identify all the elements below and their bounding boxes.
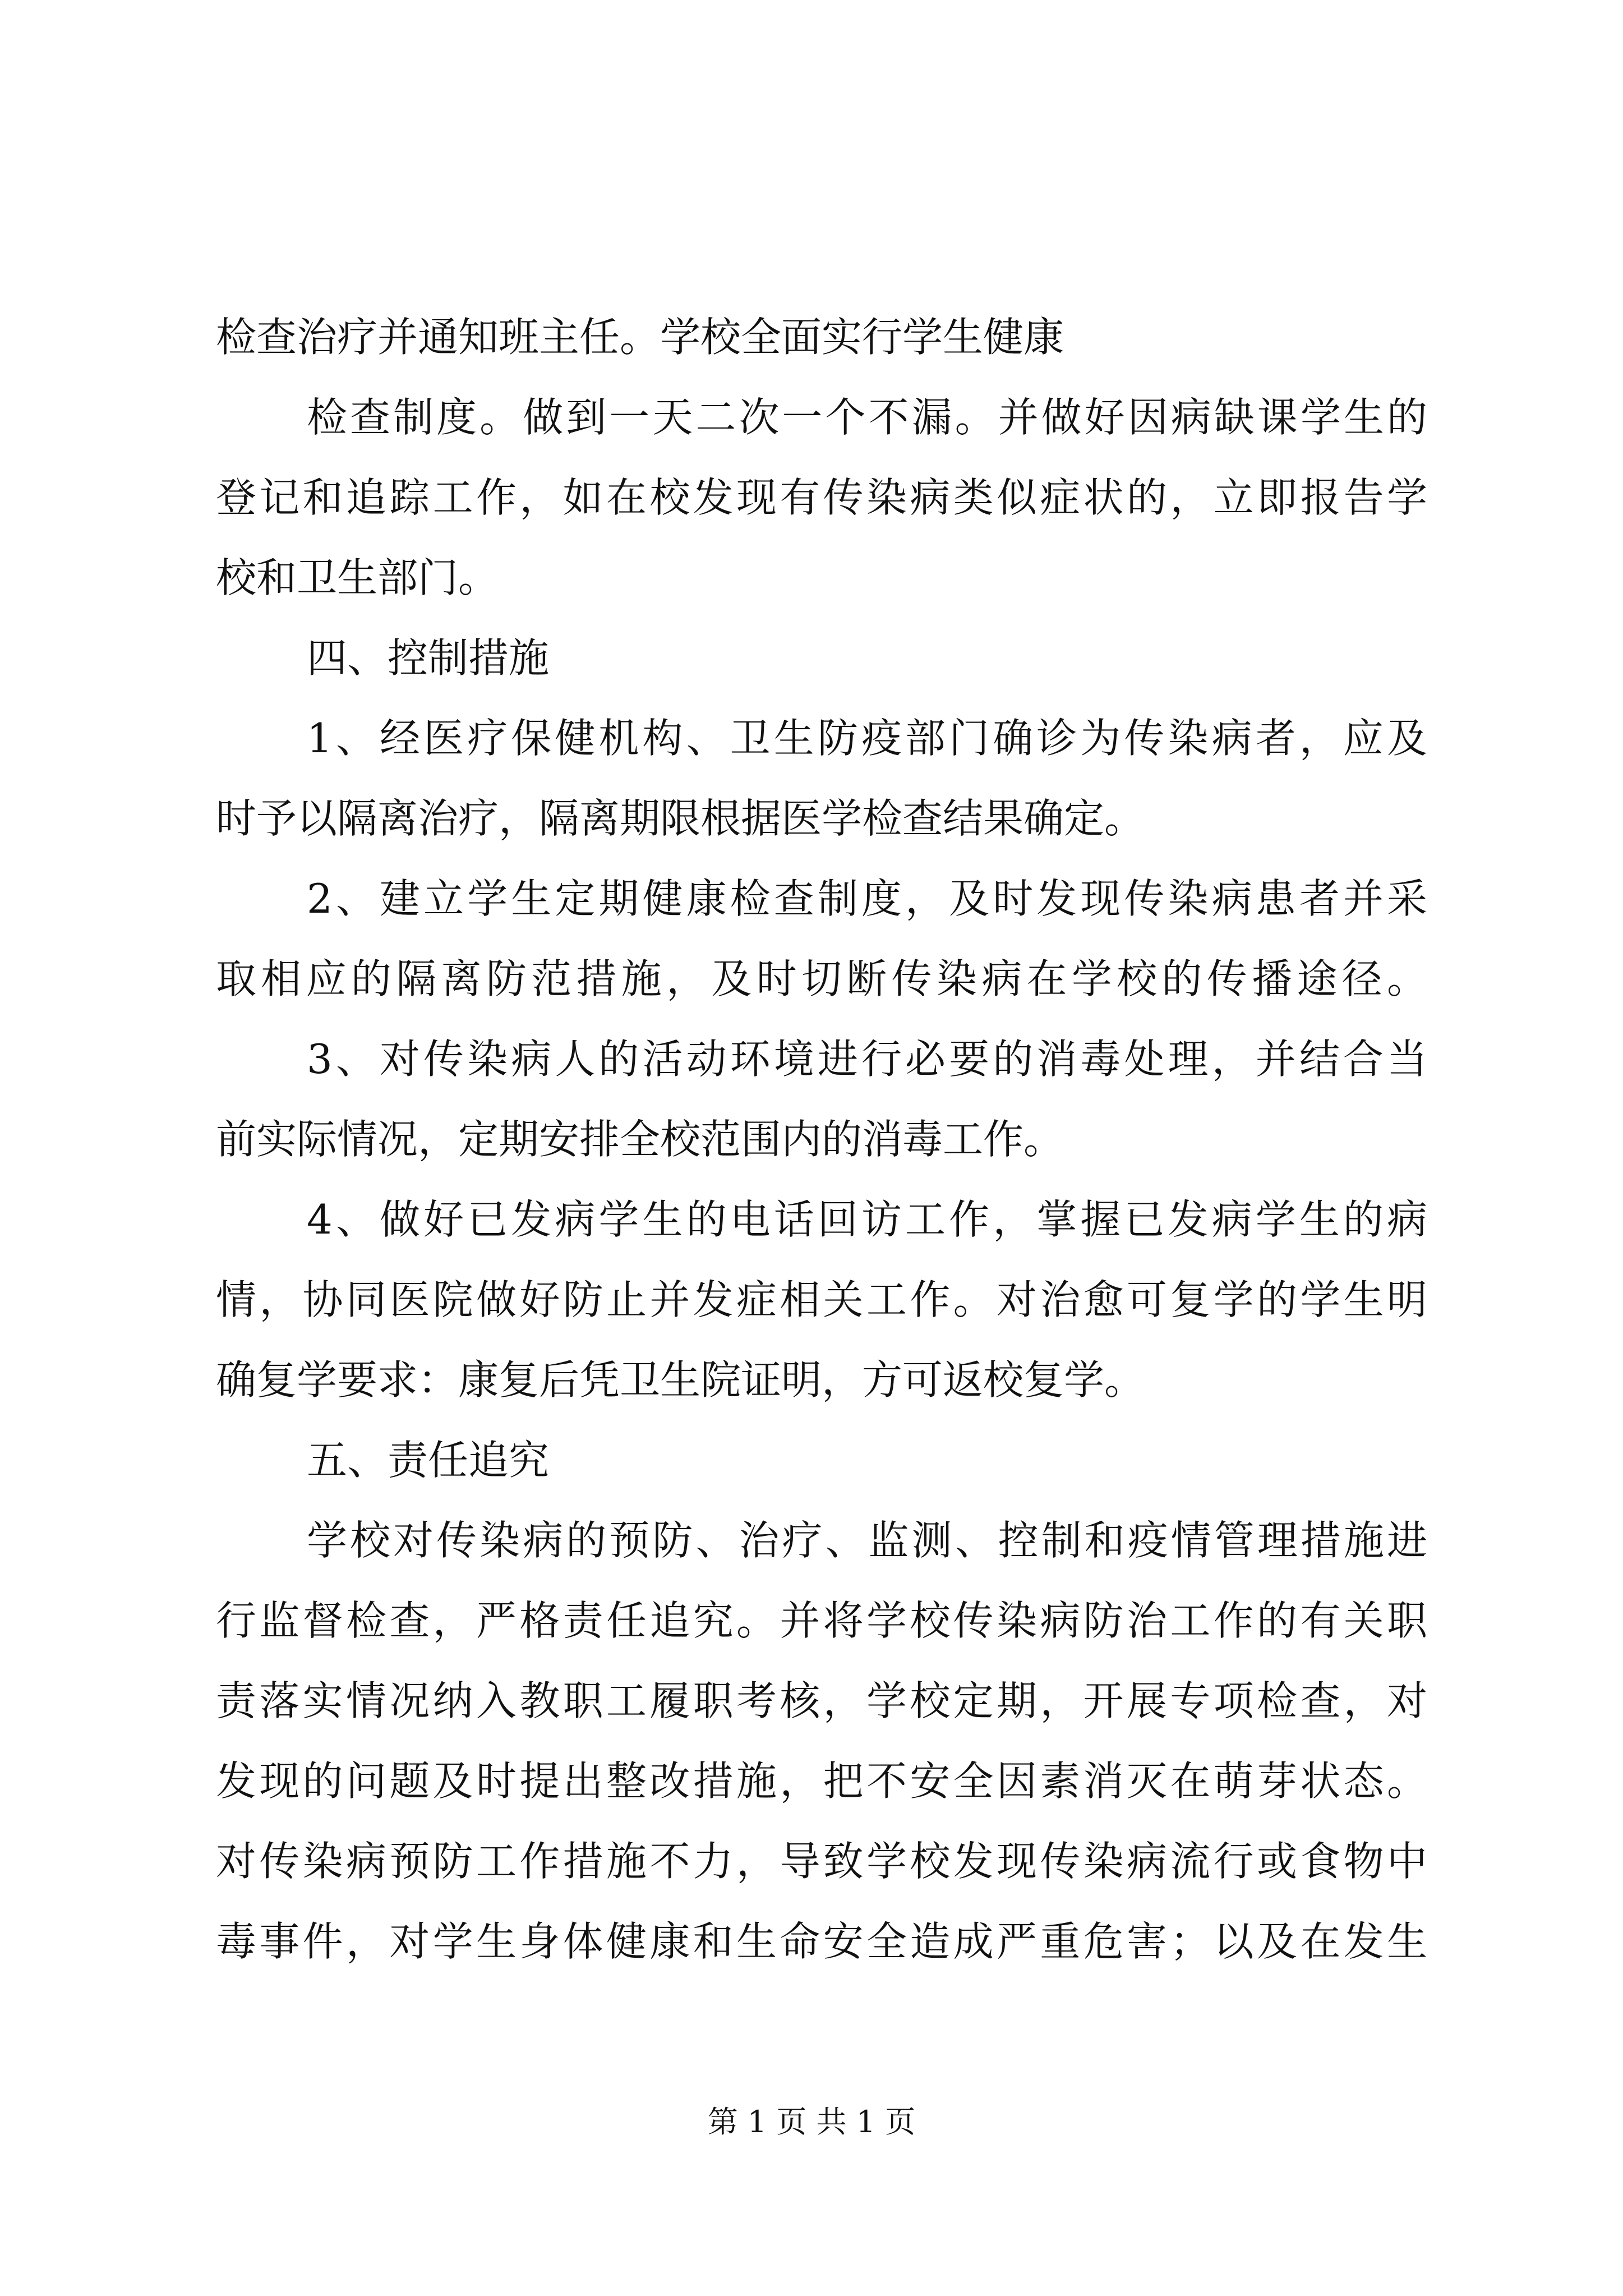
text-line: 4、做好已发病学生的电话回访工作，掌握已发病学生的病 (307, 1196, 1427, 1243)
text-line: 学校对传染病的预防、治疗、监测、控制和疫情管理措施进 (307, 1517, 1427, 1564)
page-footer: 第 1 页 共 1 页 (707, 2104, 916, 2139)
text-line: 3、对传染病人的活动环境进行必要的消毒处理，并结合当 (307, 1036, 1427, 1083)
text-line: 1、经医疗保健机构、卫生防疫部门确诊为传染病者，应及 (307, 715, 1427, 762)
text-line: 校和卫生部门。 (216, 554, 499, 601)
document-body (216, 297, 1427, 1982)
text-line: 确复学要求：康复后凭卫生院证明，方可返校复学。 (216, 1356, 1145, 1404)
text-line: 取相应的隔离防范措施，及时切断传染病在学校的传播途径。 (216, 955, 1427, 1002)
text-line: 行监督检查，严格责任追究。并将学校传染病防治工作的有关职 (216, 1597, 1427, 1644)
text-line: 对传染病预防工作措施不力，导致学校发现传染病流行或食物中 (216, 1838, 1427, 1885)
text-line: 毒事件，对学生身体健康和生命安全造成严重危害；以及在发生 (216, 1918, 1427, 1965)
text-line: 前实际情况，定期安排全校范围内的消毒工作。 (216, 1116, 1064, 1163)
text-line: 发现的问题及时提出整改措施，把不安全因素消灭在萌芽状态。 (216, 1757, 1427, 1805)
text-line: 登记和追踪工作，如在校发现有传染病类似症状的，立即报告学 (216, 474, 1427, 521)
text-line: 五、责任追究 (307, 1437, 550, 1484)
text-line: 检查治疗并通知班主任。学校全面实行学生健康 (216, 314, 1064, 361)
text-line: 2、建立学生定期健康检查制度，及时发现传染病患者并采 (307, 875, 1427, 922)
text-line: 时予以隔离治疗，隔离期限根据医学检查结果确定。 (216, 795, 1145, 842)
text-line: 情，协同医院做好防止并发症相关工作。对治愈可复学的学生明 (216, 1276, 1427, 1323)
text-line: 检查制度。做到一天二次一个不漏。并做好因病缺课学生的 (307, 394, 1427, 441)
text-line: 四、控制措施 (307, 634, 550, 682)
text-line: 责落实情况纳入教职工履职考核，学校定期，开展专项检查，对 (216, 1677, 1427, 1724)
